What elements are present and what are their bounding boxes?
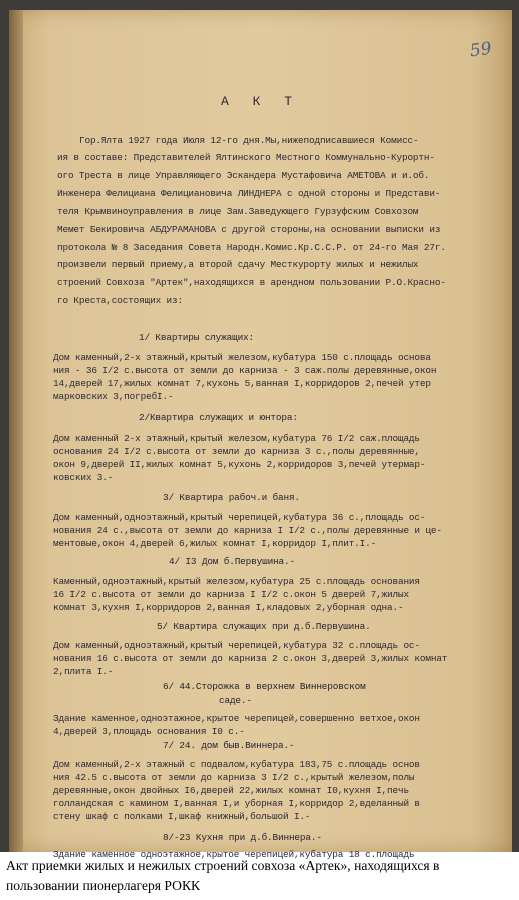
section-heading: 4/ I3 Дом б.Первушина.- — [169, 556, 295, 567]
section-line: основания 24 I/2 с.высота от земли до карниза 3 с.,полы деревянные, — [53, 446, 420, 457]
paper-sheet — [9, 10, 512, 860]
section-line: Дом каменный,одноэтажный,крытый черепицей,кубатура 32 с.площадь ос- — [53, 640, 420, 651]
section-line: Здание каменное,одноэтажное,крытое черепицей,совершенно ветхое,окон — [53, 713, 420, 724]
section-line: ния 42.5 с.высота от земли до карниза 3 I/2 с.,крытый железом,полы — [53, 772, 415, 783]
section-line: Дом каменный,2-х этажный,крытый железом,кубатура 150 с.площадь основа — [53, 352, 431, 363]
section-line: стену шкаф с полками I,шкаф книжный,большой I.- — [53, 811, 311, 822]
section-line: ментовые,окон 4,дверей 6,жилых комнат I,корридор I,плит.I.- — [53, 538, 377, 549]
section-line: ния - 36 I/2 с.высота от земли до карниза - 3 саж.полы деревянные,окон — [53, 365, 437, 376]
intro-line: теля Крымвиноуправления в лице Зам.Заведующего Гурзуфским Совхозом — [57, 206, 419, 217]
intro-line: протокола № 8 Заседания Совета Народн.Комис.Кр.С.С.Р. от 24-го Мая 27г. — [57, 242, 446, 253]
section-line: 4,дверей 3,площадь основания I0 с.- — [53, 726, 245, 737]
intro-line: Гор.Ялта 1927 года Июля 12-го дня.Мы,нижеподписавшиеся Комисс- — [79, 135, 419, 146]
section-line: 14,дверей 17,жилых комнат 7,кухонь 5,ванная I,корридоров 2,печей утер — [53, 378, 431, 389]
section-line: Дом каменный,2-х этажный с подвалом,кубатура 183,75 с.площадь основ — [53, 759, 420, 770]
section-line: нования 24 с.,высота от земли до карниза I I/2 с.,полы деревянные и це- — [53, 525, 442, 536]
section-line: комнат 3,кухня I,корридоров 2,ванная I,кладовых 2,уборная одна.- — [53, 602, 404, 613]
image-caption: Акт приемки жилых и нежилых строений совхоза «Артек», находящихся в пользовании пионерлагеря РОКК — [6, 858, 440, 893]
intro-line: Мемет Бекировича АБДУРАМАНОВА с другой стороны,на основании выписки из — [57, 224, 441, 235]
section-line: ковских 3.- — [53, 472, 114, 483]
section-line: деревянные,окон двойных I6,дверей 22,жилых комнат I0,кухня I,печь — [53, 785, 409, 796]
folio-number: 59 — [469, 38, 494, 62]
section-line: Каменный,одноэтажный,крытый железом,кубатура 25 с.площадь основания — [53, 576, 420, 587]
section-heading: 8/-23 Кухня при д.б.Виннера.- — [163, 832, 322, 843]
document-title: А К Т — [220, 94, 300, 109]
section-heading: 7/ 24. дом быв.Виннера.- — [163, 740, 295, 751]
section-line: окон 9,дверей II,жилых комнат 5,кухонь 2,корридоров 3,печей утермар- — [53, 459, 426, 470]
section-line: Здание каменное одноэтажное,крытое черепицей,кубатура 18 с.площадь — [53, 849, 415, 860]
intro-line: ого Треста в лице Управляющего Эскандера Мустафовича АМЕТОВА и и.об. — [57, 170, 430, 181]
section-line: голландская с камином I,ванная I,и уборная I,корридор 2,вделанный в — [53, 798, 420, 809]
section-line: Дом каменный 2-х этажный,крытый железом,кубатура 76 I/2 саж.площадь — [53, 433, 420, 444]
section-heading: 3/ Квартира рабоч.и баня. — [163, 492, 300, 503]
intro-line: произвели первый приему,а второй сдачу Месткурорту жилых и нежилых — [57, 259, 419, 270]
section-line: Дом каменный,одноэтажный,крытый черепицей,кубатура 36 с.,площадь ос- — [53, 512, 426, 523]
intro-line: Инженера Фелициана Фелициановича ЛИНДНЕРА с одной стороны и Представи- — [57, 188, 441, 199]
section-line: 2,плита I.- — [53, 666, 114, 677]
section-heading-continued: саде.- — [219, 695, 252, 706]
section-line: марковских 3,погребI.- — [53, 391, 174, 402]
section-heading: 6/ 44.Сторожка в верхнем Виннеровском — [163, 681, 366, 692]
intro-line: строений Совхоза "Артек",находящихся в арендном пользовании Р.О.Красно- — [57, 277, 446, 288]
section-line: 16 I/2 с.высота от земли до карниза I I/2 с.окон 5 дверей 7,жилых — [53, 589, 409, 600]
binding-edge — [9, 10, 23, 852]
section-heading: 1/ Квартиры служащих: — [139, 332, 254, 343]
section-heading: 2/Квартира служащих и юнтора: — [139, 412, 298, 423]
intro-line: го Креста,состоящих из: — [57, 295, 183, 306]
intro-line: ия в составе: Представителей Ялтинского Местного Коммунально-Курортн- — [57, 152, 435, 163]
section-line: нования 16 с.высота от земли до карниза 2 с.окон 3,дверей 3,жилых комнат — [53, 653, 448, 664]
section-heading: 5/ Квартира служащих при д.б.Первушина. — [157, 621, 371, 632]
